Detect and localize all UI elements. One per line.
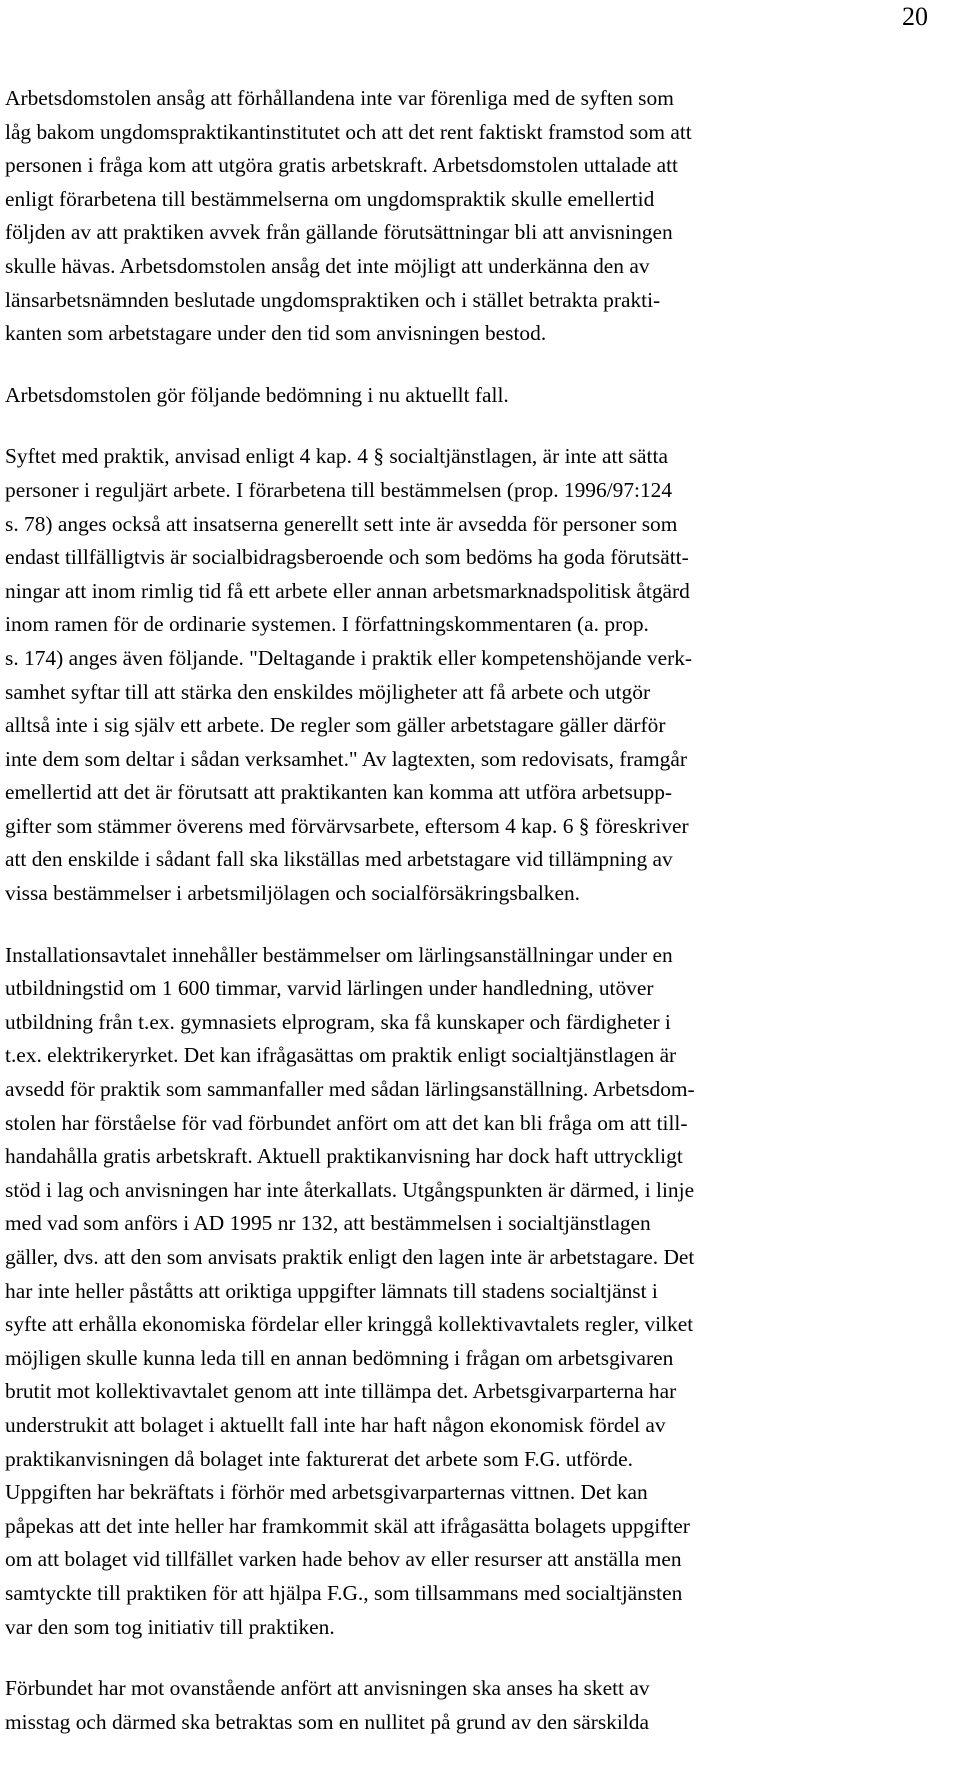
text-line: personen i fråga kom att utgöra gratis arbetskraft. Arbetsdomstolen uttalade att bbox=[5, 153, 679, 178]
text-line: Arbetsdomstolen gör följande bedömning i nu aktuellt fall. bbox=[5, 382, 509, 407]
text-line: länsarbetsnämnden beslutade ungdomspraktiken och i stället betrakta prakti- bbox=[5, 287, 661, 312]
text-line: Förbundet har mot ovanstående anfört att anvisningen ska anses ha skett av bbox=[5, 1676, 650, 1701]
text-line: med vad som anförs i AD 1995 nr 132, att bestämmelsen i socialtjänstlagen bbox=[5, 1211, 651, 1236]
text-line: avsedd för praktik som sammanfaller med sådan lärlingsanställning. Arbetsdom- bbox=[5, 1077, 695, 1102]
text-line: s. 174) anges även följande. "Deltagande i praktik eller kompetenshöjande verk- bbox=[5, 645, 693, 670]
text-line: vissa bestämmelser i arbetsmiljölagen och socialförsäkringsbalken. bbox=[5, 881, 581, 906]
text-line: utbildningstid om 1 600 timmar, varvid lärlingen under handledning, utöver bbox=[5, 976, 654, 1001]
text-line: alltså inte i sig själv ett arbete. De regler som gäller arbetstagare gäller därför bbox=[5, 713, 666, 738]
paragraph-1 bbox=[5, 82, 925, 351]
document-body bbox=[5, 82, 925, 1767]
text-line: var den som tog initiativ till praktiken. bbox=[5, 1614, 335, 1639]
text-line: t.ex. elektrikeryrket. Det kan ifrågasättas om praktik enligt socialtjänstlagen är bbox=[5, 1043, 677, 1068]
text-line: stöd i lag och anvisningen har inte återkallats. Utgångspunkten är därmed, i linje bbox=[5, 1177, 695, 1202]
text-line: Installationsavtalet innehåller bestämmelser om lärlingsanställningar under en bbox=[5, 942, 673, 967]
paragraph-4 bbox=[5, 939, 925, 1644]
paragraph-2 bbox=[5, 379, 925, 413]
text-line: misstag och därmed ska betraktas som en nullitet på grund av den särskilda bbox=[5, 1709, 649, 1734]
text-line: utbildning från t.ex. gymnasiets elprogram, ska få kunskaper och färdigheter i bbox=[5, 1009, 671, 1034]
text-line: inte dem som deltar i sådan verksamhet." Av lagtexten, som redovisats, framgår bbox=[5, 746, 687, 771]
text-line: syfte att erhålla ekonomiska fördelar eller kringgå kollektivavtalets regler, vilket bbox=[5, 1312, 694, 1337]
paragraph-3 bbox=[5, 440, 925, 910]
text-line: kanten som arbetstagare under den tid som anvisningen bestod. bbox=[5, 321, 547, 346]
text-line: har inte heller påståtts att oriktiga uppgifter lämnats till stadens socialtjänst i bbox=[5, 1278, 658, 1303]
text-line: inom ramen för de ordinarie systemen. I författningskommentaren (a. prop. bbox=[5, 612, 649, 637]
text-line: enligt förarbetena till bestämmelserna om ungdomspraktik skulle emellertid bbox=[5, 186, 655, 211]
text-line: understrukit att bolaget i aktuellt fall inte har haft någon ekonomisk fördel av bbox=[5, 1412, 666, 1437]
text-line: gäller, dvs. att den som anvisats praktik enligt den lagen inte är arbetstagare. Det bbox=[5, 1245, 695, 1269]
text-line: emellertid att det är förutsatt att praktikanten kan komma att utföra arbetsupp- bbox=[5, 780, 673, 805]
text-line: skulle hävas. Arbetsdomstolen ansåg det inte möjligt att underkänna den av bbox=[5, 253, 650, 278]
text-line: om att bolaget vid tillfället varken hade behov av eller resurser att anställa men bbox=[5, 1547, 682, 1572]
text-line: brutit mot kollektivavtalet genom att inte tillämpa det. Arbetsgivarparterna har bbox=[5, 1379, 677, 1404]
text-line: samtyckte till praktiken för att hjälpa F.G., som tillsammans med socialtjänsten bbox=[5, 1580, 683, 1605]
text-line: Syftet med praktik, anvisad enligt 4 kap. 4 § socialtjänstlagen, är inte att sätta bbox=[5, 444, 668, 469]
text-line: Arbetsdomstolen ansåg att förhållandena inte var förenliga med de syften som bbox=[5, 86, 674, 110]
text-line: låg bakom ungdomspraktikantinstitutet och att det rent faktiskt framstod som att bbox=[5, 119, 692, 144]
text-line: att den enskilde i sådant fall ska likställas med arbetstagare vid tillämpning av bbox=[5, 847, 673, 872]
text-line: gifter som stämmer överens med förvärvsarbete, eftersom 4 kap. 6 § föreskriver bbox=[5, 813, 689, 838]
text-line: handahålla gratis arbetskraft. Aktuell praktikanvisning har dock haft uttryckligt bbox=[5, 1144, 683, 1169]
paragraph-5 bbox=[5, 1672, 925, 1739]
text-line: stolen har förståelse för vad förbundet anfört om att det kan bli fråga om att till- bbox=[5, 1110, 688, 1135]
text-line: ningar att inom rimlig tid få ett arbete eller annan arbetsmarknadspolitisk åtgärd bbox=[5, 578, 690, 603]
text-line: personer i reguljärt arbete. I förarbetena till bestämmelsen (prop. 1996/97:124 bbox=[5, 477, 673, 502]
text-line: s. 78) anges också att insatserna generellt sett inte är avsedda för personer som bbox=[5, 511, 678, 536]
text-line: Uppgiften har bekräftats i förhör med arbetsgivarparternas vittnen. Det kan bbox=[5, 1480, 648, 1505]
text-line: följden av att praktiken avvek från gällande förutsättningar bli att anvisningen bbox=[5, 220, 673, 245]
text-line: samhet syftar till att stärka den enskildes möjligheter att få arbete och utgör bbox=[5, 679, 651, 704]
text-line: påpekas att det inte heller har framkommit skäl att ifrågasätta bolagets uppgifter bbox=[5, 1513, 690, 1538]
text-line: praktikanvisningen då bolaget inte fakturerat det arbete som F.G. utförde. bbox=[5, 1446, 633, 1471]
page-number: 20 bbox=[902, 2, 928, 31]
text-line: möjligen skulle kunna leda till en annan bedömning i frågan om arbetsgivaren bbox=[5, 1345, 674, 1370]
text-line: endast tillfälligtvis är socialbidragsberoende och som bedöms ha goda förutsätt- bbox=[5, 545, 689, 570]
